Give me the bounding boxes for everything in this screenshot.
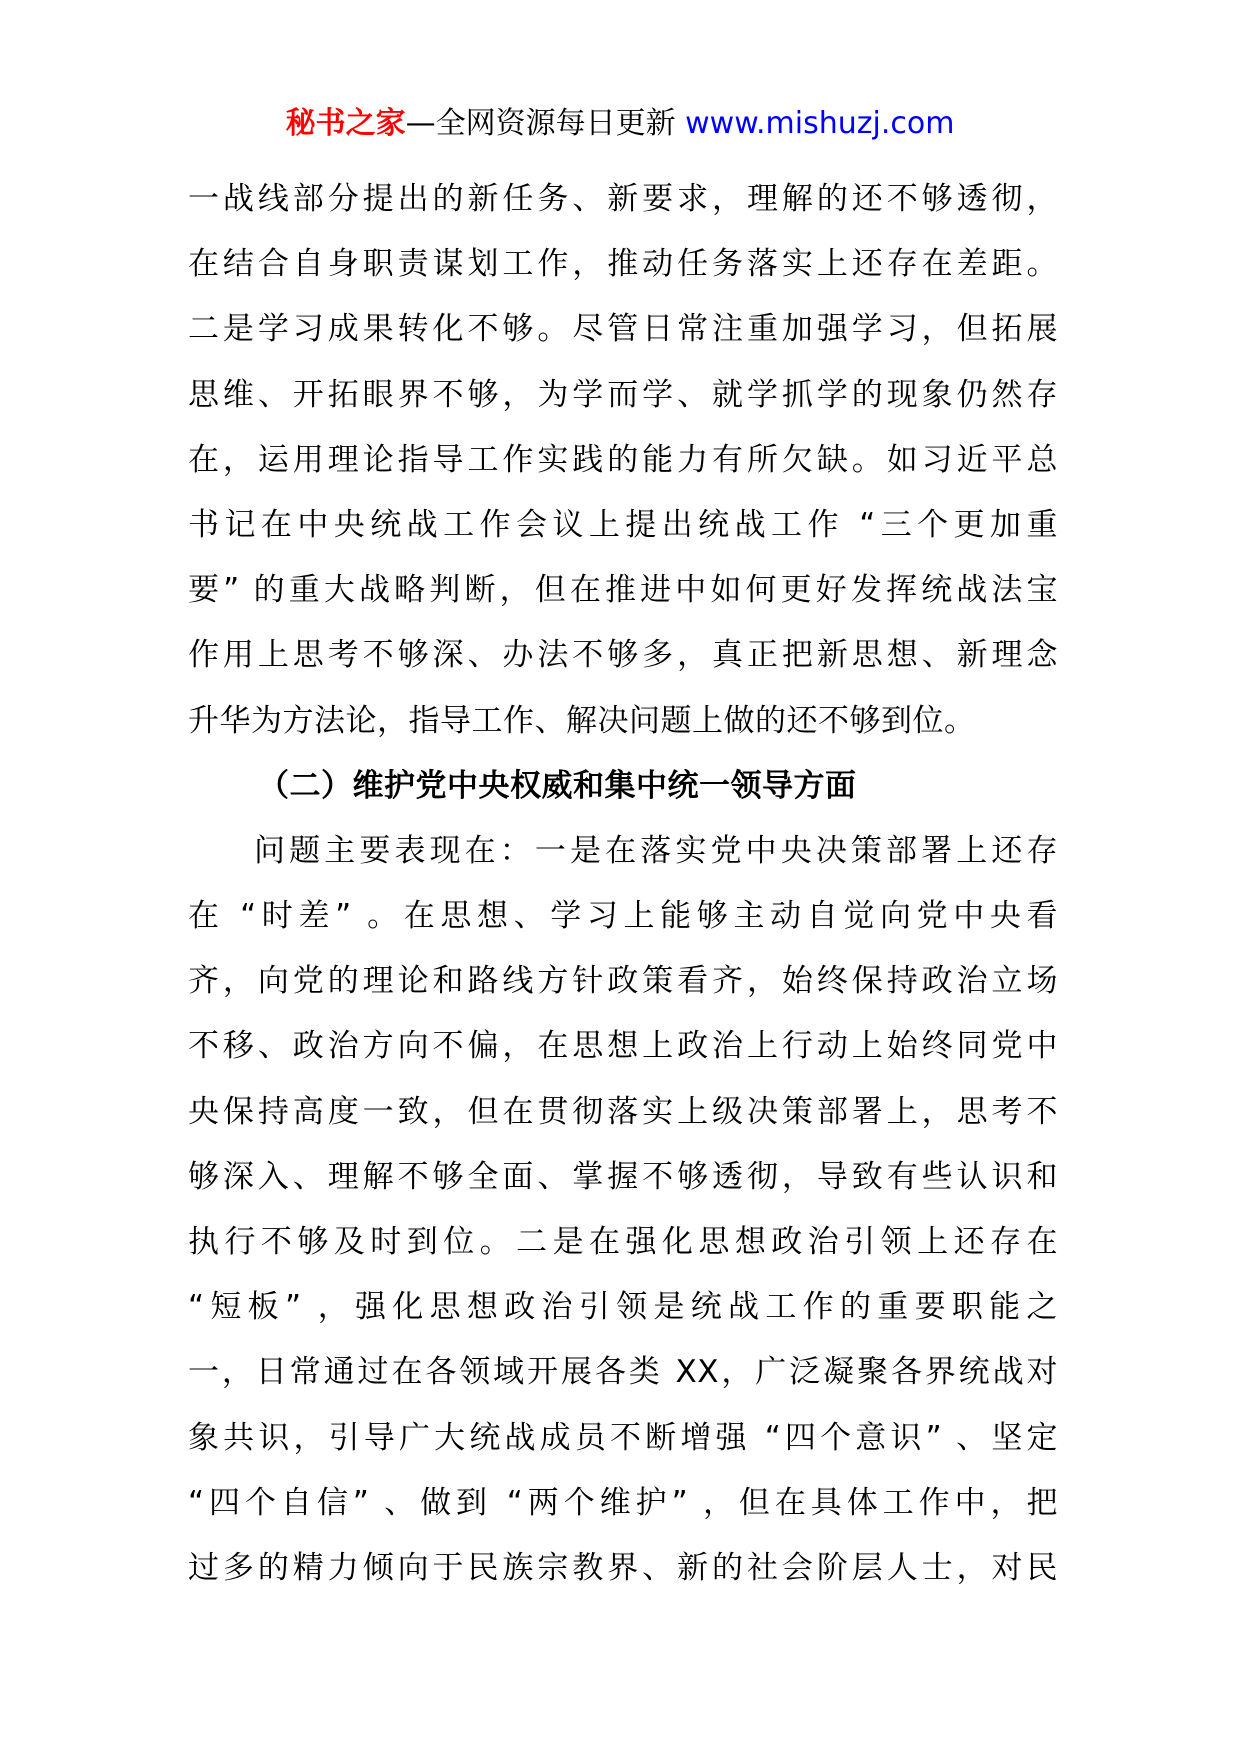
page-header [0,100,1240,148]
body-line: 够深入、理解不够全面、掌握不够透彻，导致有些认识和 [188,1158,1058,1195]
header-site-link[interactable]: www.mishuzj.com [685,106,955,141]
header-tagline: —全网资源每日更新 [405,106,676,141]
body-line: 问题主要表现在：一是在落实党中央决策部署上还存 [254,832,1058,869]
body-line: 思维、开拓眼界不够，为学而学、就学抓学的现象仍然存 [188,376,1058,413]
body-line: 在，运用理论指导工作实践的能力有所欠缺。如习近平总 [188,441,1058,478]
body-line: “四个自信” 、做到 “两个维护” ，但在具体工作中，把 [188,1484,1058,1521]
body-line: “短板” ，强化思想政治引领是统战工作的重要职能之 [188,1289,1058,1326]
body-line: 要” 的重大战略判断，但在推进中如何更好发挥统战法宝 [188,572,1058,609]
body-line: 二是学习成果转化不够。尽管日常注重加强学习，但拓展 [188,311,1058,348]
body-line: 央保持高度一致，但在贯彻落实上级决策部署上，思考不 [188,1093,1058,1130]
body-line: 象共识，引导广大统战成员不断增强 “四个意识” 、坚定 [188,1419,1058,1456]
body-line: 升华为方法论，指导工作、解决问题上做的还不够到位。 [188,702,976,739]
section-heading: （二）维护党中央权威和集中统一领导方面 [258,767,857,804]
body-line: 在 “时差” 。在思想、学习上能够主动自觉向党中央看 [188,898,1058,935]
body-line: 在结合自身职责谋划工作，推动任务落实上还存在差距。 [188,246,1058,283]
body-line: 执行不够及时到位。二是在强化思想政治引领上还存在 [188,1224,1058,1260]
body-line: 一战线部分提出的新任务、新要求，理解的还不够透彻， [188,181,1058,217]
body-line: 齐，向党的理论和路线方针政策看齐，始终保持政治立场 [188,963,1058,1000]
document-body [188,167,1058,1601]
body-line: 作用上思考不够深、办法不够多，真正把新思想、新理念 [188,637,1058,674]
header-brand: 秘书之家 [285,106,406,141]
body-line: 一，日常通过在各领域开展各类 XX，广泛凝聚各界统战对 [188,1354,1058,1391]
body-line: 过多的精力倾向于民族宗教界、新的社会阶层人士，对民 [188,1549,1058,1586]
body-line: 不移、政治方向不偏，在思想上政治上行动上始终同党中 [188,1028,1058,1065]
body-line: 书记在中央统战工作会议上提出统战工作 “三个更加重 [188,506,1058,543]
